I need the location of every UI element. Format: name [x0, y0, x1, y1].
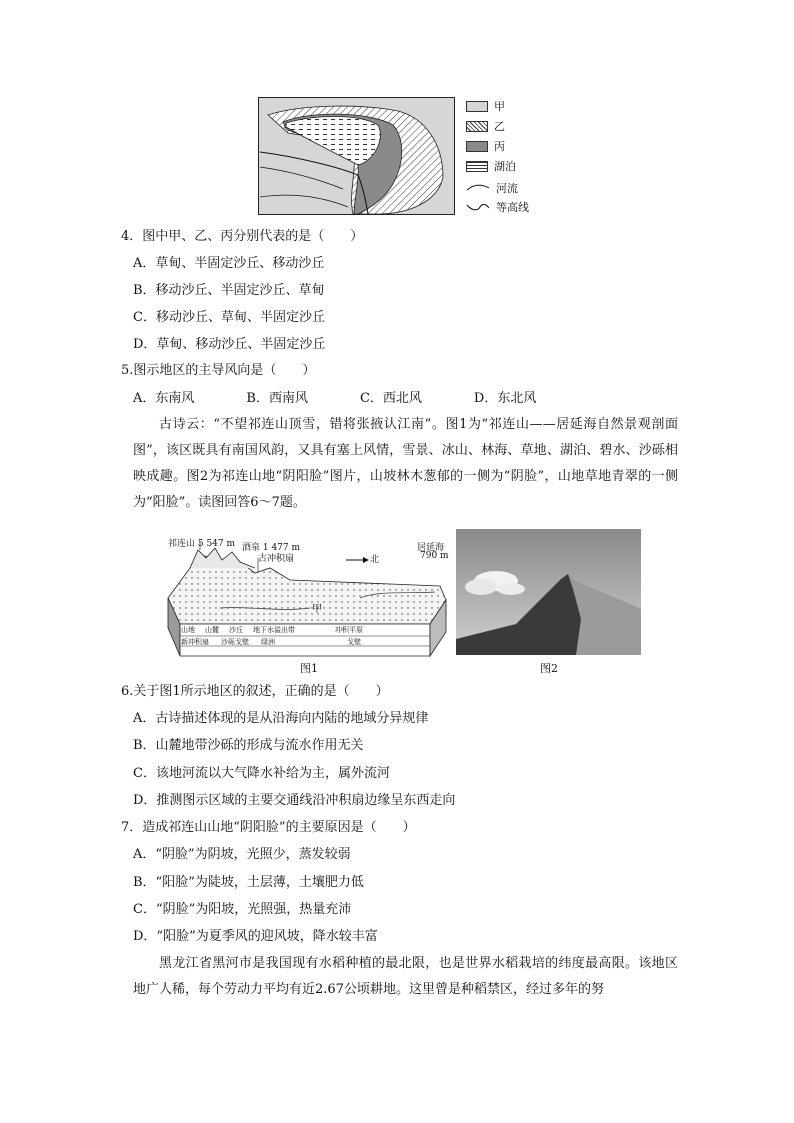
q6-option-b[interactable]: B．山麓地带沙砾的形成与流水作用无关: [133, 738, 364, 753]
section-label: 戈壁: [347, 638, 361, 646]
legend-swatch: [466, 161, 488, 172]
q6-option-a[interactable]: A．古诗描述体现的是从沿海向内陆的地域分异规律: [133, 711, 429, 726]
legend-label: 乙: [494, 120, 505, 133]
section-label: 新冲积扇: [181, 638, 209, 646]
figure-2-photo: [456, 529, 641, 655]
legend-item-lake: [466, 158, 516, 174]
legend-item-bing: [466, 138, 505, 154]
q6-stem: 6.关于图1所示地区的叙述，正确的是（ ）: [121, 684, 389, 699]
q5-stem: 5.图示地区的主导风向是（ ）: [121, 363, 316, 378]
q5-option-c[interactable]: C．西北风: [359, 391, 422, 406]
legend-label: 丙: [494, 140, 505, 153]
passage-qilian: 古诗云：“不望祁连山顶雪，错将张掖认江南”。图1为“祁连山——居延海自然景观剖面图”，该区既具有南国风韵，又具有塞上风情，雪景、冰山、林海、草地、湖泊、碧水、沙砾相映成趣。图2为祁连山地“阴阳脸”图片，山坡林木葱郁的一侧为“阴脸”，山地草地青翠的一侧为“阳脸”。读图回答6～7题。: [133, 417, 678, 510]
q7-option-c[interactable]: C．“阴脸”为阳坡，光照强，热量充沛: [133, 902, 352, 917]
q5-option-d[interactable]: D．东北风: [473, 391, 537, 406]
q4-option-d[interactable]: D．草甸、移动沙丘、半固定沙丘: [133, 337, 326, 352]
mountain-photo-svg: [456, 529, 641, 655]
section-label: 山地: [181, 626, 195, 634]
legend-item-jia: [466, 98, 505, 114]
q5-option-b[interactable]: B．西南风: [246, 391, 308, 406]
label-jia: 甲: [312, 604, 322, 615]
figure-1-caption: 图1: [300, 662, 318, 675]
q7-option-a[interactable]: A．“阴脸”为阴坡，光照少，蒸发较弱: [133, 847, 351, 862]
label-juyan: 居延海: [417, 543, 445, 553]
lake-map-svg: [258, 97, 455, 215]
legend-item-river: [466, 180, 518, 196]
q5-options: [133, 390, 588, 408]
section-labels-row1: [181, 625, 363, 635]
legend-label: 河流: [496, 182, 518, 195]
q4-option-c[interactable]: C．移动沙丘、草甸、半固定沙丘: [133, 310, 325, 325]
label-jiuquan: 酒泉 1 477 m: [242, 543, 301, 553]
legend-item-contour: [466, 199, 529, 215]
label-juyan-alt: 790 m: [420, 551, 449, 561]
river-line-icon: [466, 183, 490, 193]
legend-label: 甲: [494, 100, 505, 113]
legend-swatch: [466, 141, 488, 152]
legend-swatch: [466, 101, 488, 112]
figure-2-caption: 图2: [540, 662, 558, 675]
legend-item-yi: [466, 118, 505, 134]
legend-label: 等高线: [496, 201, 529, 214]
lake-map-figure: [258, 97, 455, 215]
q4-option-b[interactable]: B．移动沙丘、半固定沙丘、草甸: [133, 283, 325, 298]
legend-swatch: [466, 121, 488, 132]
section-label: 绿洲: [261, 638, 275, 646]
section-label: 冲积平原: [335, 626, 363, 634]
section-label: 地下水溢出带: [253, 626, 295, 634]
section-label: 山麓: [205, 626, 219, 634]
q4-stem: 4．图中甲、乙、丙分别代表的是（ ）: [121, 229, 364, 244]
q7-option-b[interactable]: B．“阳脸”为陡坡，土层薄，土壤肥力低: [133, 875, 364, 890]
contour-line-icon: [466, 202, 490, 212]
q6-option-c[interactable]: C．该地河流以大气降水补给为主，属外流河: [133, 766, 390, 781]
cross-section-svg: [160, 528, 450, 673]
label-fan: 古冲积扇: [258, 554, 295, 564]
q7-option-d[interactable]: D．“阳脸”为夏季风的迎风坡，降水较丰富: [133, 929, 378, 944]
section-labels-row2: [181, 637, 361, 647]
q5-option-a[interactable]: A．东南风: [133, 391, 195, 406]
figure-1: [160, 528, 450, 673]
q4-option-a[interactable]: A．草甸、半固定沙丘、移动沙丘: [133, 256, 325, 271]
passage-heihe: 黑龙江省黑河市是我国现有水稻种植的最北限，也是世界水稻栽培的纬度最高限。该地区地广人稀，每个劳动力平均有近2.67公顷耕地。这里曾是种稻禁区，经过多年的努: [133, 956, 678, 997]
q6-option-d[interactable]: D．推测图示区域的主要交通线沿冲积扇边缘呈东西走向: [133, 793, 456, 808]
label-qilian: 祁连山 5 547 m: [168, 539, 236, 549]
section-label: 沙丘: [229, 626, 243, 634]
q7-stem: 7．造成祁连山山地“阴阳脸”的主要原因是（ ）: [121, 820, 416, 835]
legend-label: 湖泊: [494, 160, 516, 173]
section-label: 沙砾戈壁: [221, 638, 249, 646]
label-north: 北: [370, 555, 380, 565]
